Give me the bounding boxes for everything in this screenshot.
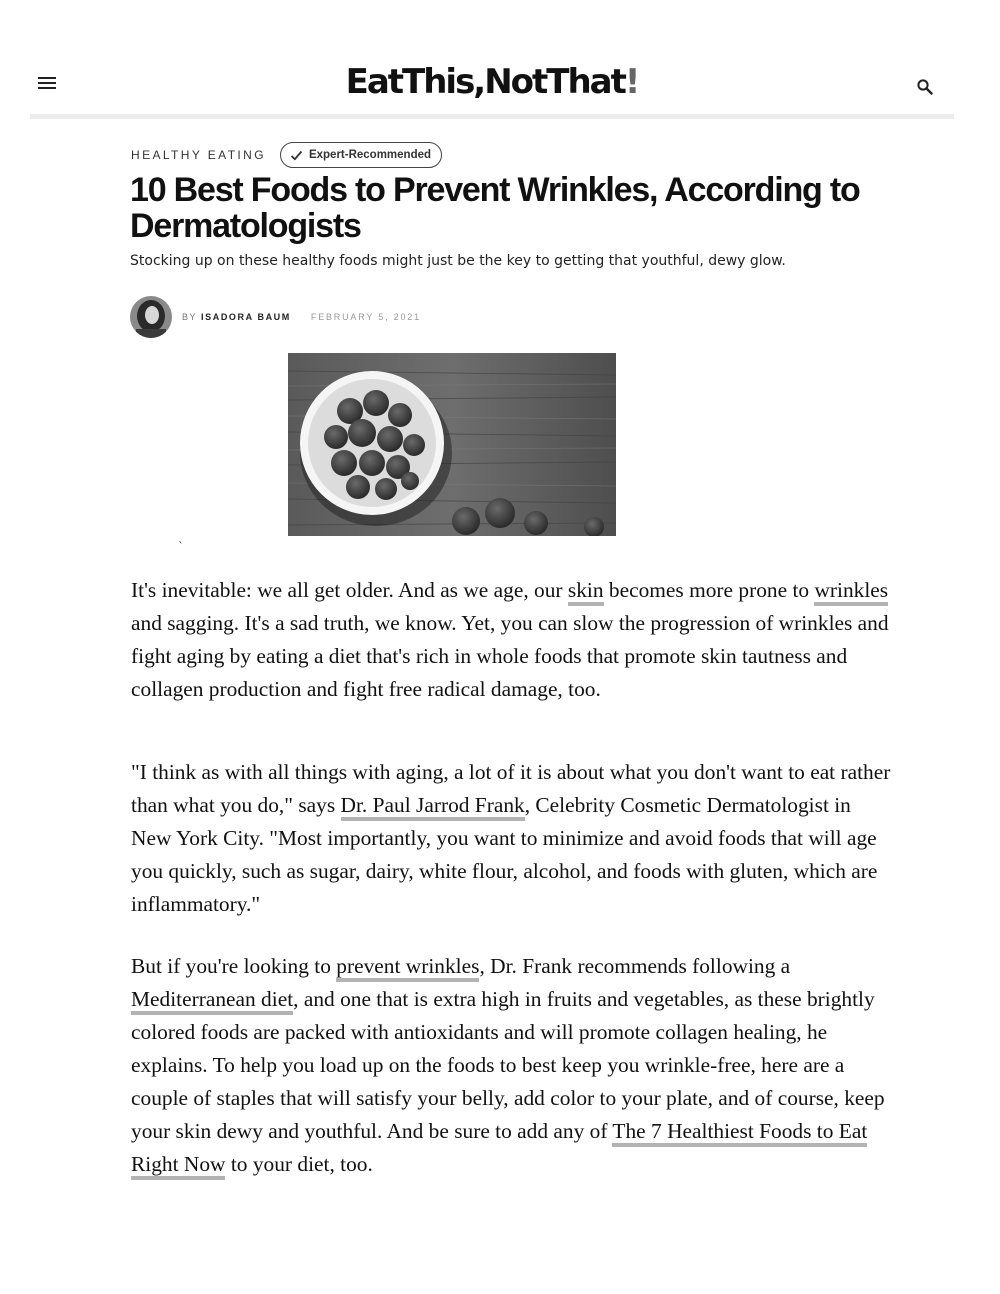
stray-mark: ` (178, 540, 184, 554)
hero-image (288, 353, 616, 536)
prevent-wrinkles-link[interactable]: prevent wrinkles (336, 954, 479, 982)
search-icon[interactable] (916, 78, 934, 96)
author-name-link[interactable]: ISADORA BAUM (201, 312, 291, 322)
paragraph-text: , and one that is extra high in fruits and vegetables, as these brightly colored foods are packed with antioxidants and will promote collagen healing, he explains. To help you load up on the foods to best keep you wrinkle-free, here are a couple of staples that will satisfy your belly, add color to your plate, and of course, keep your skin dewy and youthful. And be sure to add any of (131, 987, 885, 1143)
mediterranean-diet-link[interactable]: Mediterranean diet (131, 987, 293, 1015)
recommendation-paragraph (131, 950, 891, 1181)
quote-paragraph (131, 756, 891, 921)
logo-exclamation: ! (624, 62, 639, 102)
expert-recommended-badge[interactable] (280, 142, 442, 168)
paragraph-text: becomes more prone to (603, 578, 815, 602)
paragraph-text: and sagging. It's a sad truth, we know. Yet, you can slow the progression of wrinkles and fight aging by eating a diet that's rich in whole foods that promote skin tautness and collagen production and fight free radical damage, too. (131, 611, 889, 701)
site-header (30, 50, 954, 119)
paragraph-text: But if you're looking to (131, 954, 337, 978)
paragraph-text: , Dr. Frank recommends following a (479, 954, 791, 978)
check-icon (290, 150, 303, 161)
skin-link[interactable]: skin (568, 578, 604, 606)
article-title: 10 Best Foods to Prevent Wrinkles, According to Dermatologists (130, 171, 860, 245)
category-link[interactable]: HEALTHY EATING (131, 148, 266, 162)
site-logo[interactable] (30, 62, 954, 102)
author-avatar[interactable] (130, 296, 172, 338)
article-meta-row (131, 141, 442, 169)
paragraph-text: to your diet, too. (225, 1152, 373, 1176)
wrinkles-link[interactable]: wrinkles (814, 578, 888, 606)
badge-label: Expert-Recommended (308, 149, 432, 161)
logo-text: EatThis,NotThat (345, 62, 625, 102)
paragraph-text: "I think as with all things with aging, a lot of it is about what you don't want to eat rather than what you do," says (131, 760, 891, 817)
byline-prefix: BY (182, 312, 198, 322)
publish-date: FEBRUARY 5, 2021 (310, 312, 421, 322)
dr-frank-link[interactable]: Dr. Paul Jarrod Frank (341, 793, 525, 821)
intro-paragraph (131, 574, 891, 706)
article-subtitle: Stocking up on these healthy foods might just be the key to getting that youthful, dewy glow. (130, 253, 786, 269)
paragraph-text: , Celebrity Cosmetic Dermatologist in New York City. "Most importantly, you want to minimize and avoid foods that will age you quickly, such as sugar, dairy, white flour, alcohol, and foods with gluten, which are inflammatory." (131, 793, 878, 916)
paragraph-text: It's inevitable: we all get older. And as we age, our (131, 578, 568, 602)
byline (130, 296, 421, 338)
healthiest-foods-link[interactable]: The 7 Healthiest Foods to Eat Right Now (131, 1119, 867, 1180)
